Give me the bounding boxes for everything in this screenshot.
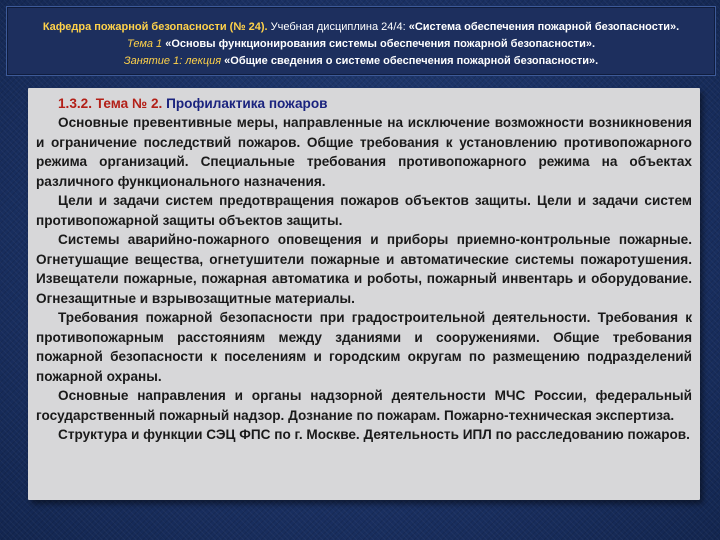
section-name: Профилактика пожаров	[166, 96, 328, 111]
topic-label: Тема 1	[126, 38, 163, 50]
paragraph: Основные превентивные меры, направленные на исключение возможности возникновения и ограничение последствий пожаров. Общие требования к установлению противопожарного режима организаций. Специальные требования противопожарного режима на объектах различного функционального назначения.	[36, 115, 692, 189]
content-card	[28, 88, 700, 500]
paragraph: Структура и функции СЭЦ ФПС по г. Москве. Деятельность ИПЛ по расследованию пожаров.	[58, 427, 690, 442]
header-line-department	[7, 19, 715, 36]
section-number: 1.3.2. Тема № 2.	[58, 96, 163, 111]
course-name: «Система обеспечения пожарной безопасности».	[408, 21, 680, 33]
course-label: Учебная дисциплина 24/4:	[270, 21, 406, 33]
paragraph: Системы аварийно-пожарного оповещения и приборы приемно-контрольные пожарные. Огнетушащие вещества, огнетушители пожарные и автоматические системы пожаротушения. Извещатели пожарные, пожарная автоматика и роботы, пожарный инвентарь и оборудование. Огнезащитные и взрывозащитные материалы.	[36, 232, 692, 306]
paragraph: Требования пожарной безопасности при градостроительной деятельности. Требования к противопожарным расстояниям между зданиями и сооружениями. Общие требования пожарной безопасности к поселениям и городским округам по размещению подразделений пожарной охраны.	[36, 310, 692, 384]
lesson-label: Занятие 1: лекция	[123, 55, 222, 67]
topic-name: «Основы функционирования системы обеспечения пожарной безопасности».	[165, 38, 596, 50]
paragraph: Цели и задачи систем предотвращения пожаров объектов защиты. Цели и задачи систем противопожарной защиты объектов защиты.	[36, 193, 692, 228]
paragraph: Основные направления и органы надзорной деятельности МЧС России, федеральный государственный пожарный надзор. Дознание по пожарам. Пожарно-техническая экспертиза.	[36, 388, 692, 423]
header-line-topic	[7, 36, 715, 53]
department-name: Кафедра пожарной безопасности (№ 24).	[42, 21, 268, 33]
header-line-lesson	[7, 53, 715, 70]
slide-header	[6, 6, 716, 76]
section-title	[36, 94, 692, 113]
lesson-name: «Общие сведения о системе обеспечения пожарной безопасности».	[224, 55, 599, 67]
